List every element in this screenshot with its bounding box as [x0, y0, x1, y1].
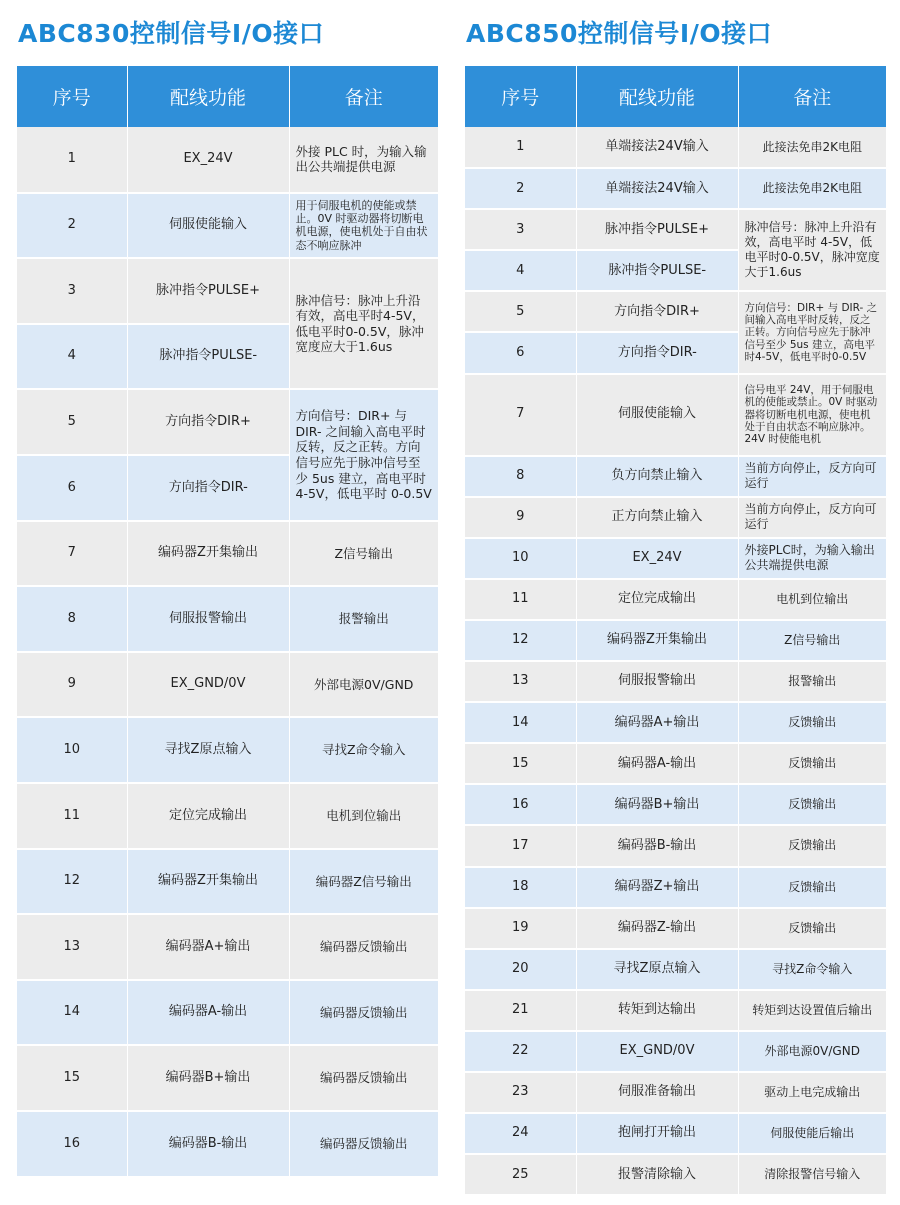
row-note: 外部电源0V/GND — [738, 1031, 886, 1072]
row-no: 15 — [465, 743, 576, 784]
row-no: 9 — [465, 497, 576, 538]
row-note: 信号电平 24V，用于伺服电机的使能或禁止。0V 时驱动器将切断电机电源，使电机处于自由状态不响应脉冲。24V 时使能电机 — [738, 374, 886, 456]
row-no: 7 — [465, 374, 576, 456]
row-no: 10 — [465, 538, 576, 579]
table-row — [17, 849, 438, 915]
row-note: 编码器反馈输出 — [289, 1045, 438, 1111]
row-no: 9 — [17, 652, 127, 718]
pulse-signal-note: 脉冲信号：脉冲上升沿有效，高电平时 4-5V，低电平时0-0.5V，脉冲宽度大于1.6us — [738, 209, 886, 291]
row-note: 当前方向停止，反方向可运行 — [738, 456, 886, 497]
row-no: 5 — [465, 291, 576, 332]
table-row — [17, 127, 438, 193]
row-no: 14 — [465, 702, 576, 743]
table-row — [465, 661, 886, 702]
row-function: 编码器Z+输出 — [576, 867, 738, 908]
row-function: 寻找Z原点输入 — [576, 949, 738, 990]
row-note: 电机到位输出 — [289, 783, 438, 849]
row-function: 编码器Z开集输出 — [576, 620, 738, 661]
row-no: 8 — [465, 456, 576, 497]
row-note: 反馈输出 — [738, 702, 886, 743]
row-no: 23 — [465, 1072, 576, 1113]
row-no: 4 — [17, 324, 127, 390]
row-function: 伺服使能输入 — [127, 193, 289, 259]
row-note: 编码器反馈输出 — [289, 980, 438, 1046]
row-function: 正方向禁止输入 — [576, 497, 738, 538]
row-note: 反馈输出 — [738, 867, 886, 908]
table-row — [465, 825, 886, 866]
row-note: 编码器反馈输出 — [289, 1111, 438, 1177]
left-table-title: ABC830控制信号I/O接口 — [18, 19, 325, 48]
row-no: 1 — [465, 127, 576, 168]
row-function: EX_24V — [127, 127, 289, 193]
table-row — [17, 586, 438, 652]
row-function: 定位完成输出 — [576, 579, 738, 620]
row-function: 伺服报警输出 — [576, 661, 738, 702]
row-note: 寻找Z命令输入 — [738, 949, 886, 990]
table-row — [465, 374, 886, 456]
direction-signal-note: 方向信号：DIR+ 与 DIR- 之间输入高电平时反转，反之正转。方向信号应先于脉冲信号至少 5us 建立，高电平时4-5V，低电平时0-0.5V — [738, 291, 886, 373]
row-function: 抱闸打开输出 — [576, 1113, 738, 1154]
table-row — [465, 1154, 886, 1195]
row-function: 报警清除输入 — [576, 1154, 738, 1195]
row-function: 伺服准备输出 — [576, 1072, 738, 1113]
table-row — [17, 783, 438, 849]
table-row — [465, 743, 886, 784]
row-no: 7 — [17, 521, 127, 587]
row-note: 外部电源0V/GND — [289, 652, 438, 718]
row-no: 21 — [465, 990, 576, 1031]
row-function: 单端接法24V输入 — [576, 127, 738, 168]
row-note: 驱动上电完成输出 — [738, 1072, 886, 1113]
row-note: 此接法免串2K电阻 — [738, 168, 886, 209]
row-no: 22 — [465, 1031, 576, 1072]
row-note: Z信号输出 — [289, 521, 438, 587]
row-note: 反馈输出 — [738, 908, 886, 949]
row-no: 13 — [465, 661, 576, 702]
table-row — [465, 127, 886, 168]
header-function: 配线功能 — [576, 66, 738, 127]
row-function: 负方向禁止输入 — [576, 456, 738, 497]
row-note: 外接 PLC 时，为输入输出公共端提供电源 — [289, 127, 438, 193]
row-no: 25 — [465, 1154, 576, 1195]
table-row — [17, 258, 438, 324]
table-header-row — [465, 66, 886, 127]
table-row — [17, 1045, 438, 1111]
table-row — [17, 717, 438, 783]
row-function: 编码器A+输出 — [127, 914, 289, 980]
row-no: 1 — [17, 127, 127, 193]
table-row — [465, 209, 886, 250]
table-row — [465, 456, 886, 497]
header-note: 备注 — [738, 66, 886, 127]
row-no: 2 — [17, 193, 127, 259]
table-row — [465, 1113, 886, 1154]
table-row — [465, 497, 886, 538]
row-function: 编码器A-输出 — [127, 980, 289, 1046]
row-function: 方向指令DIR+ — [576, 291, 738, 332]
table-row — [17, 389, 438, 455]
row-function: 编码器B+输出 — [576, 784, 738, 825]
row-function: 方向指令DIR- — [127, 455, 289, 521]
row-note: 转矩到达设置值后输出 — [738, 990, 886, 1031]
row-function: 寻找Z原点输入 — [127, 717, 289, 783]
table-row — [465, 1031, 886, 1072]
row-function: 脉冲指令PULSE- — [127, 324, 289, 390]
row-no: 4 — [465, 250, 576, 291]
row-note: 外接PLC时，为输入输出公共端提供电源 — [738, 538, 886, 579]
row-no: 8 — [17, 586, 127, 652]
row-no: 20 — [465, 949, 576, 990]
row-function: 编码器A-输出 — [576, 743, 738, 784]
table-row — [465, 908, 886, 949]
row-no: 15 — [17, 1045, 127, 1111]
row-function: 方向指令DIR+ — [127, 389, 289, 455]
table-row — [465, 620, 886, 661]
row-function: 伺服报警输出 — [127, 586, 289, 652]
row-no: 5 — [17, 389, 127, 455]
table-row — [465, 867, 886, 908]
row-no: 16 — [465, 784, 576, 825]
table-row — [465, 949, 886, 990]
row-note: 此接法免串2K电阻 — [738, 127, 886, 168]
row-function: EX_24V — [576, 538, 738, 579]
table-row — [465, 702, 886, 743]
pulse-signal-note: 脉冲信号：脉冲上升沿有效，高电平时4-5V，低电平时0-0.5V，脉冲宽度应大于1.6us — [289, 258, 438, 389]
row-no: 11 — [465, 579, 576, 620]
row-note: 反馈输出 — [738, 784, 886, 825]
row-no: 12 — [465, 620, 576, 661]
row-function: 定位完成输出 — [127, 783, 289, 849]
row-function: EX_GND/0V — [127, 652, 289, 718]
header-no: 序号 — [17, 66, 127, 127]
row-no: 18 — [465, 867, 576, 908]
table-row — [17, 521, 438, 587]
table-row — [17, 980, 438, 1046]
row-no: 14 — [17, 980, 127, 1046]
row-function: 转矩到达输出 — [576, 990, 738, 1031]
table-row — [465, 1072, 886, 1113]
table-row — [17, 652, 438, 718]
row-note: 寻找Z命令输入 — [289, 717, 438, 783]
row-function: 编码器Z开集输出 — [127, 521, 289, 587]
header-function: 配线功能 — [127, 66, 289, 127]
row-note: 反馈输出 — [738, 825, 886, 866]
table-row — [17, 1111, 438, 1177]
row-no: 6 — [465, 332, 576, 373]
table-row — [17, 193, 438, 259]
row-note: 当前方向停止，反方向可运行 — [738, 497, 886, 538]
row-function: 脉冲指令PULSE+ — [576, 209, 738, 250]
table-header-row — [17, 66, 438, 127]
row-function: 编码器Z开集输出 — [127, 849, 289, 915]
table-row — [465, 784, 886, 825]
abc830-io-table — [17, 66, 438, 1178]
row-no: 11 — [17, 783, 127, 849]
row-function: 编码器B+输出 — [127, 1045, 289, 1111]
table-row — [465, 168, 886, 209]
table-row — [17, 914, 438, 980]
row-function: 脉冲指令PULSE- — [576, 250, 738, 291]
row-no: 2 — [465, 168, 576, 209]
table-row — [465, 579, 886, 620]
row-note: 报警输出 — [738, 661, 886, 702]
row-no: 10 — [17, 717, 127, 783]
row-note: Z信号输出 — [738, 620, 886, 661]
row-no: 3 — [465, 209, 576, 250]
table-row — [465, 990, 886, 1031]
right-table-title: ABC850控制信号I/O接口 — [466, 19, 773, 48]
header-no: 序号 — [465, 66, 576, 127]
row-no: 24 — [465, 1113, 576, 1154]
row-no: 16 — [17, 1111, 127, 1177]
row-function: 编码器B-输出 — [576, 825, 738, 866]
row-note: 编码器Z信号输出 — [289, 849, 438, 915]
row-note: 电机到位输出 — [738, 579, 886, 620]
row-function: 编码器Z-输出 — [576, 908, 738, 949]
row-note: 报警输出 — [289, 586, 438, 652]
row-function: 单端接法24V输入 — [576, 168, 738, 209]
row-function: 编码器A+输出 — [576, 702, 738, 743]
table-row — [465, 291, 886, 332]
row-note: 清除报警信号输入 — [738, 1154, 886, 1195]
row-no: 3 — [17, 258, 127, 324]
row-note: 用于伺服电机的使能或禁止。0V 时驱动器将切断电机电源，使电机处于自由状态不响应脉冲 — [289, 193, 438, 259]
row-function: 方向指令DIR- — [576, 332, 738, 373]
row-no: 17 — [465, 825, 576, 866]
row-no: 13 — [17, 914, 127, 980]
row-no: 19 — [465, 908, 576, 949]
row-function: 编码器B-输出 — [127, 1111, 289, 1177]
row-no: 12 — [17, 849, 127, 915]
row-function: 脉冲指令PULSE+ — [127, 258, 289, 324]
abc850-io-table — [465, 66, 886, 1196]
header-note: 备注 — [289, 66, 438, 127]
table-row — [465, 538, 886, 579]
row-note: 伺服使能后输出 — [738, 1113, 886, 1154]
row-note: 反馈输出 — [738, 743, 886, 784]
row-note: 编码器反馈输出 — [289, 914, 438, 980]
row-function: EX_GND/0V — [576, 1031, 738, 1072]
direction-signal-note: 方向信号：DIR+ 与 DIR- 之间输入高电平时反转，反之正转。方向信号应先于脉冲信号至少 5us 建立，高电平时4-5V，低电平时 0-0.5V — [289, 389, 438, 520]
row-no: 6 — [17, 455, 127, 521]
row-function: 伺服使能输入 — [576, 374, 738, 456]
